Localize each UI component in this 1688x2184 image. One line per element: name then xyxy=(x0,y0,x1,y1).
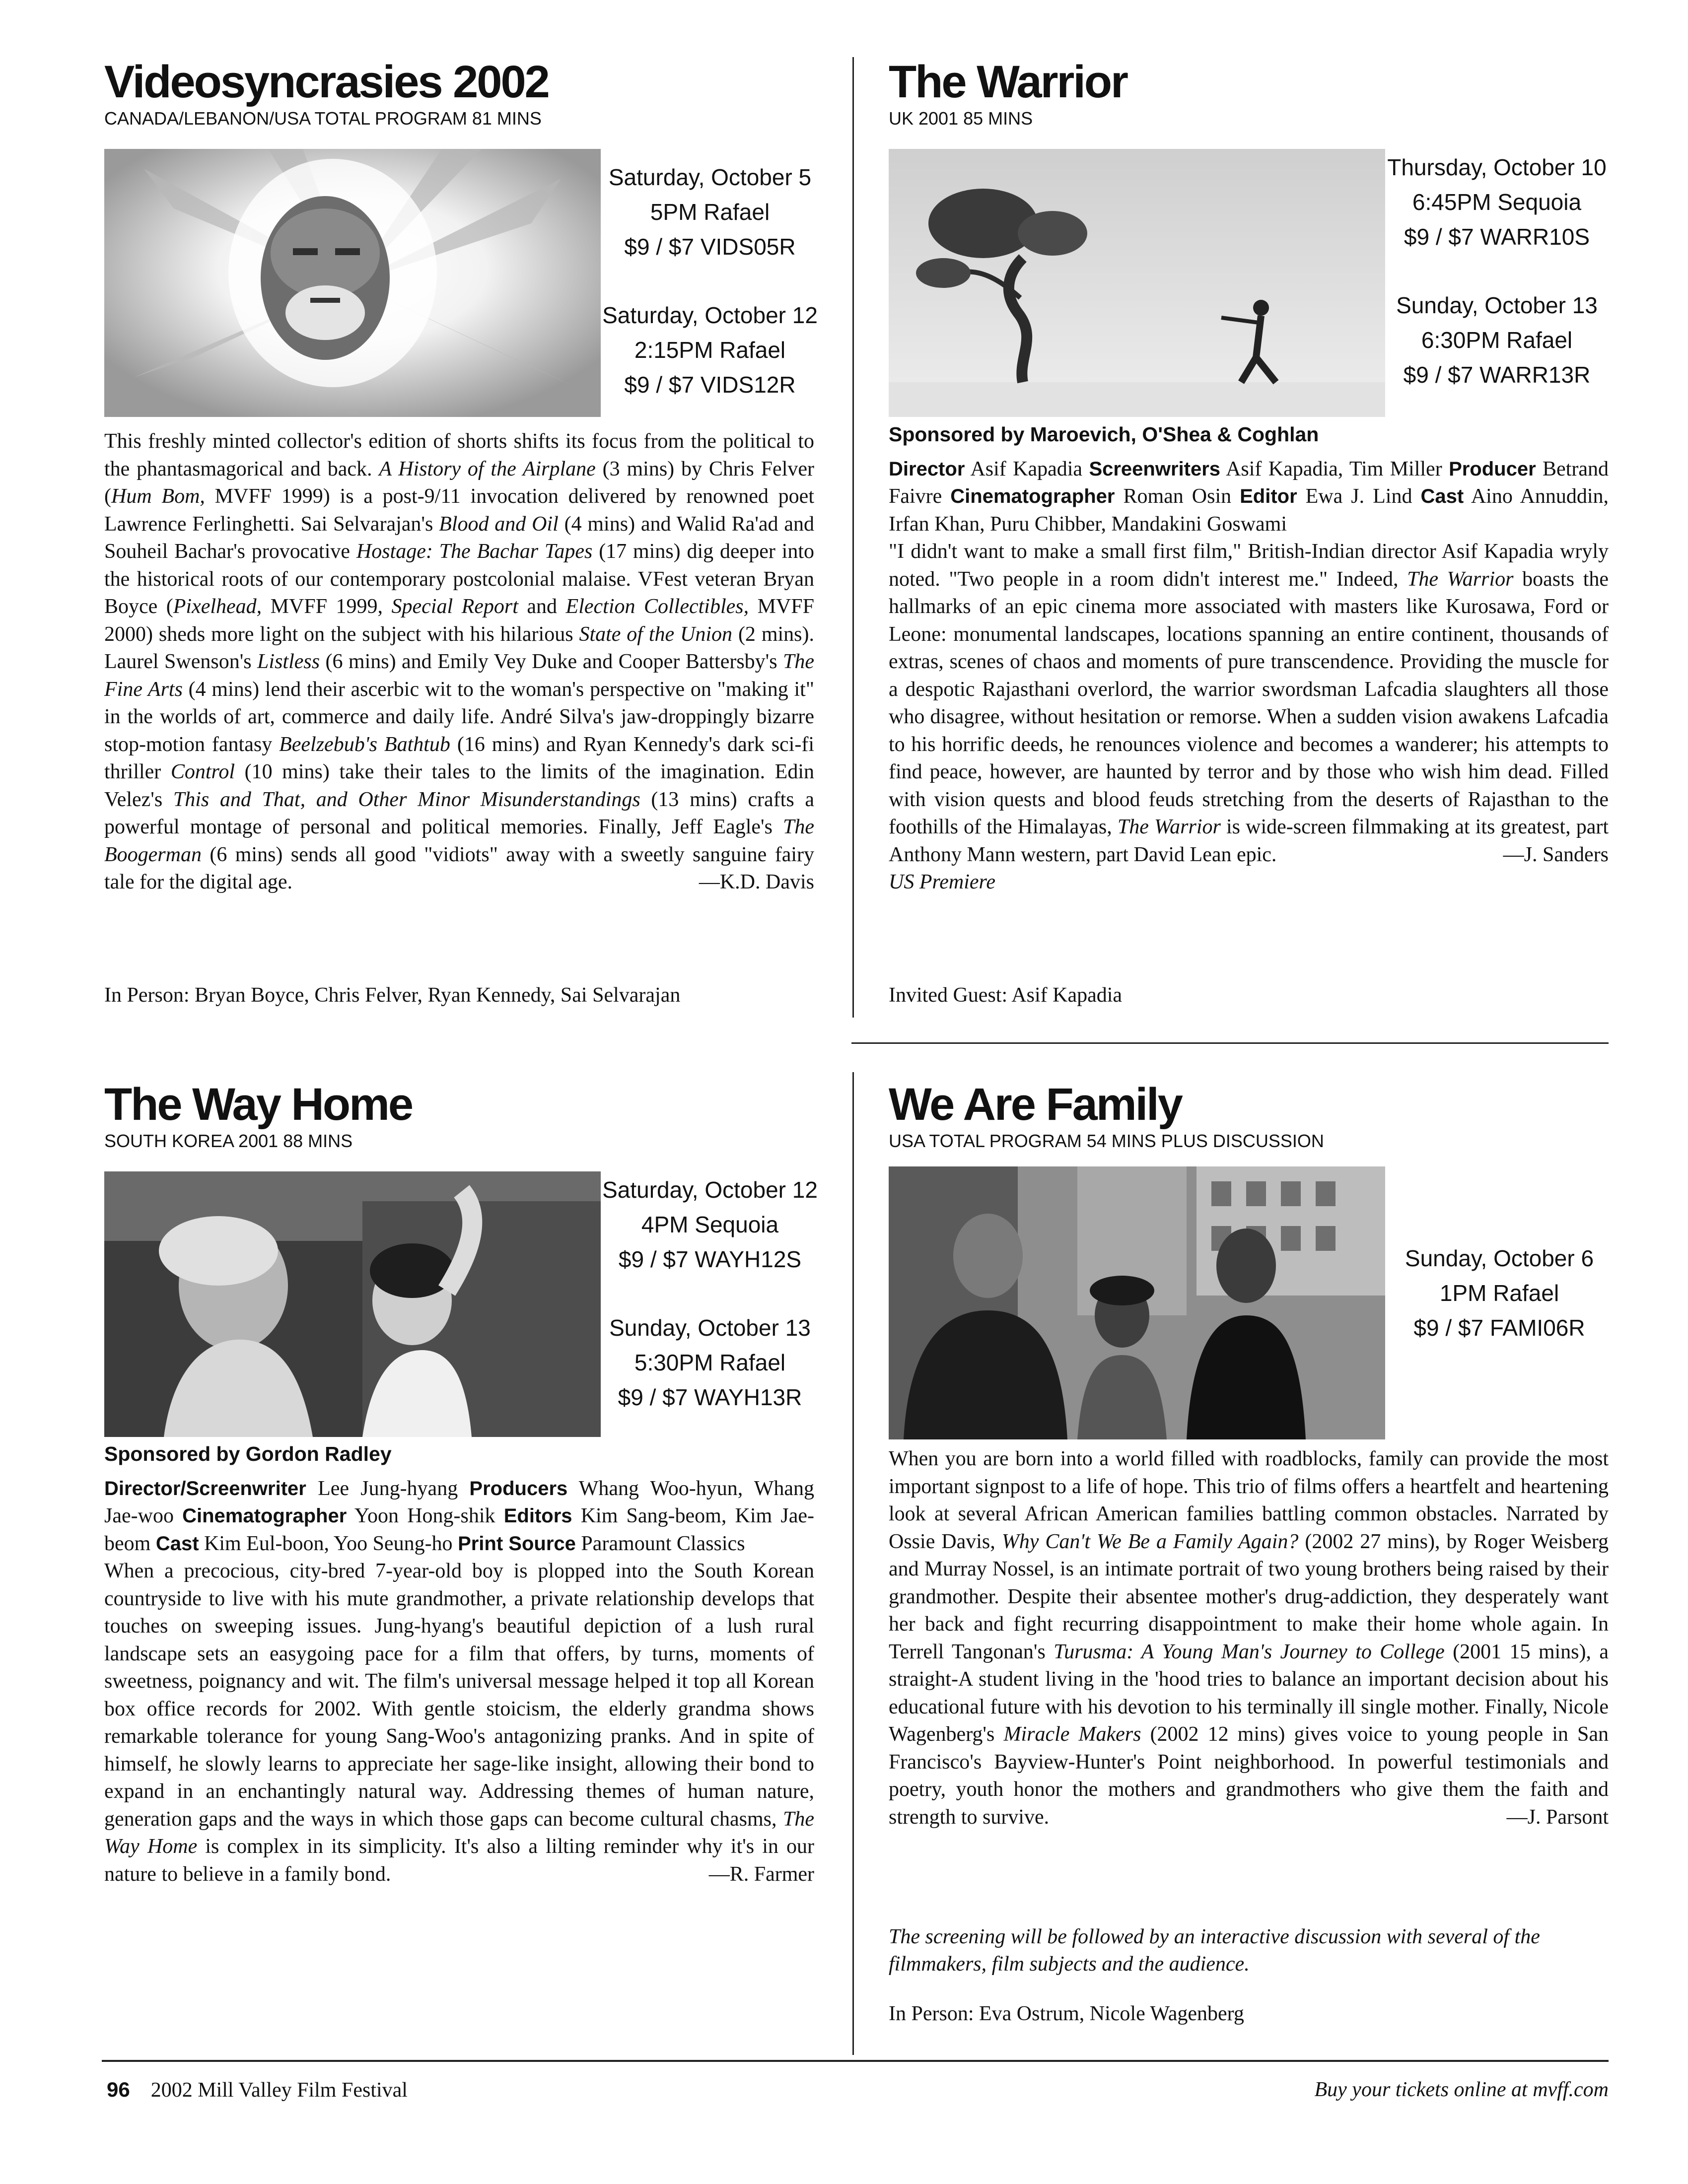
invited-guest: Invited Guest: Asif Kapadia xyxy=(889,984,1123,1007)
film-description: Sponsored by Maroevich, O'Shea & Coghlan Director Asif Kapadia Screenwriters Asif Kapadia, Tim Miller Producer Betrand Faivre Cinematographer Roman Osin Editor Ewa J. Lind Cast Aino Annuddin, Irfan Khan, Puru Chibber, Mandakini Goswami "I didn't want to make a small first film," British-Indian director Asif Kapadia wryly noted. "Two people in a room didn't interest me." Indeed, The Warrior boasts the hallmarks of an epic cinema more associated with masters like Kurosawa, Ford or Leone: monumental landscapes, locations spanning an entire continent, thousands of extras, scenes of chaos and moments of pure transcendence. Providing the muscle for a despotic Rajasthani overlord, the warrior swordsman Lafcadia slaughters all those who disagree, without hesitation or remorse. When a sudden vision awakens Lafcadia to his horrific deeds, he renounces violence and becomes a wanderer; his attempts to find peace, however, are haunted by terror and by those who wish him dead. Filled with vision quests and blood feuds stretching from the deserts of Rajasthan to the foothills of the Himalayas, The Warrior is wide-screen filmmaking at its greatest, part Anthony Mann western, part David Lean epic. —J. Sanders US Premiere xyxy=(889,421,1609,896)
screening-time: 5:30PM Rafael xyxy=(634,1350,786,1375)
film-title: The Way Home xyxy=(104,1079,413,1130)
screening xyxy=(601,160,819,264)
screening-date: Thursday, October 10 xyxy=(1387,154,1607,180)
screening xyxy=(1390,1241,1609,1345)
festival-name: 2002 Mill Valley Film Festival xyxy=(150,2079,408,2102)
screening-price: $9 / $7 FAMI06R xyxy=(1413,1315,1585,1341)
screening-time: 6:45PM Sequoia xyxy=(1412,189,1582,215)
screening xyxy=(601,1172,819,1277)
film-description: When you are born into a world filled with roadblocks, family can provide the most important signpost to a life of hope. This trio of films offers a heartfelt and heartening look at several African American families battling common obstacles. Narrated by Ossie Davis, Why Can't We Be a Family Again? (2002 27 mins), by Roger Weisberg and Murray Nossel, is an intimate portrait of two young brothers being raised by their grandmother. Despite their absentee mother's drug-addiction, they desperately want her back and fight recurring disappointment to make their home whole again. In Terrell Tangonan's Turusma: A Young Man's Journey to College (2001 15 mins), a straight-A student living in the 'hood tries to balance an important decision about his educational future with his devotion to his terminally ill single mother. Finally, Nicole Wagenberg's Miracle Makers (2002 12 mins) gives voice to young people in San Francisco's Bayview-Hunter's Point neighborhood. In powerful testimonials and poetry, youth honor the mothers and grandmothers who give them the faith and strength to survive. —J. Parsont xyxy=(889,1445,1609,1831)
screening-price: $9 / $7 WARR10S xyxy=(1404,224,1590,250)
screening-time: 6:30PM Rafael xyxy=(1421,327,1573,353)
screening-schedule xyxy=(1390,1241,1609,1379)
column-divider xyxy=(852,1072,854,2055)
film-subtitle: CANADA/LEBANON/USA TOTAL PROGRAM 81 MINS xyxy=(104,108,542,129)
screening xyxy=(601,1310,819,1415)
entry-way-home xyxy=(104,1080,814,1152)
in-person-guests: In Person: Eva Ostrum, Nicole Wagenberg xyxy=(889,2002,1244,2025)
sponsor-line: Sponsored by Gordon Radley xyxy=(104,1442,392,1465)
film-credits: Director Asif Kapadia Screenwriters Asif Kapadia, Tim Miller Producer Betrand Faivre Cinematographer Roman Osin Editor Ewa J. Lind Cast Aino Annuddin, Irfan Khan, Puru Chibber, Mandakini Goswami xyxy=(889,457,1609,536)
screening-date: Sunday, October 6 xyxy=(1405,1245,1594,1271)
film-title: We Are Family xyxy=(889,1079,1182,1130)
in-person-guests: In Person: Bryan Boyce, Chris Felver, Ryan Kennedy, Sai Selvarajan xyxy=(104,984,681,1007)
screening-price: $9 / $7 WAYH13R xyxy=(618,1384,802,1410)
screening-schedule xyxy=(1380,150,1614,426)
review-signature: —K.D. Davis xyxy=(699,871,814,893)
review-signature: —J. Parsont xyxy=(1506,1805,1609,1829)
screening-schedule xyxy=(601,160,819,436)
film-subtitle: USA TOTAL PROGRAM 54 MINS PLUS DISCUSSION xyxy=(889,1131,1324,1151)
screening-price: $9 / $7 WARR13R xyxy=(1403,362,1591,388)
film-description: Sponsored by Gordon Radley Director/Screenwriter Lee Jung-hyang Producers Whang Woo-hyun, Whang Jae-woo Cinematographer Yoon Hong-shik Editors Kim Sang-beom, Kim Jae-beom Cast Kim Eul-boon, Yoo Seung-ho Print Source Paramount Classics When a precocious, city-bred 7-year-old boy is plopped into the South Korean countryside to live with his mute grandmother, a private relationship develops that touches on sweeping issues. Jung-hyang's beautiful depiction of a lush rural landscape sets an easygoing pace for a film that offers, by turns, moments of sweetness, poignancy and wit. The film's universal message helped it top all Korean box office records for 2002. With gentle stoicism, the elderly grandma shows remarkable tolerance for young Sang-Woo's antagonizing pranks. And in spite of himself, he slowly learns to appreciate her sage-like insight, allowing their bond to expand in an enchantingly natural way. Addressing themes of human nature, generation gaps and the ways in which those gaps can become cultural chasms, The Way Home is complex in its simplicity. It's also a lilting reminder why it's in our nature to believe in a family bond. —R. Farmer xyxy=(104,1440,814,1888)
page-number: 96 xyxy=(107,2078,130,2101)
footer-rule xyxy=(102,2060,1609,2062)
entry-we-are-family xyxy=(889,1080,1609,1152)
screening-price: $9 / $7 WAYH12S xyxy=(618,1246,802,1272)
entry-warrior xyxy=(889,57,1609,130)
screening xyxy=(1380,288,1614,392)
screening-price: $9 / $7 VIDS12R xyxy=(624,372,796,398)
screening-date: Sunday, October 13 xyxy=(1396,292,1598,318)
screening-time: 5PM Rafael xyxy=(650,199,770,225)
film-description: This freshly minted collector's edition of shorts shifts its focus from the political to the phantasmagorical and back. A History of the Airplane (3 mins) by Chris Felver (Hum Bom, MVFF 1999) is a post-9/11 invocation delivered by renowned poet Lawrence Ferlinghetti. Sai Selvarajan's Blood and Oil (4 mins) and Walid Ra'ad and Souheil Bachar's provocative Hostage: The Bachar Tapes (17 mins) dig deeper into the historical roots of our contemporary postcolonial malaise. VFest veteran Bryan Boyce (Pixelhead, MVFF 1999, Special Report and Election Collectibles, MVFF 2000) sheds more light on the subject with his hilarious State of the Union (2 mins). Laurel Swenson's Listless (6 mins) and Emily Vey Duke and Cooper Battersby's The Fine Arts (4 mins) lend their ascerbic wit to the woman's perspective on "making it" in the worlds of art, commerce and daily life. André Silva's jaw-droppingly bizarre stop-motion fantasy Beelzebub's Bathtub (16 mins) and Ryan Kennedy's dark sci-fi thriller Control (10 mins) take their tales to the limits of the imagination. Edin Velez's This and That, and Other Minor Misunderstandings (13 mins) crafts a powerful montage of personal and political memories. Finally, Jeff Eagle's The Boogerman (6 mins) sends all good "vidiots" away with a sweetly sanguine fairy tale for the digital age. —K.D. Davis xyxy=(104,428,814,896)
film-title: The Warrior xyxy=(889,57,1127,107)
film-credits: Director/Screenwriter Lee Jung-hyang Producers Whang Woo-hyun, Whang Jae-woo Cinematographer Yoon Hong-shik Editors Kim Sang-beom, Kim Jae-beom Cast Kim Eul-boon, Yoo Seung-ho Print Source Paramount Classics xyxy=(104,1477,814,1555)
section-divider xyxy=(851,1042,1609,1044)
screening xyxy=(601,298,819,402)
premiere-note: US Premiere xyxy=(889,871,995,893)
entry-videosyncrasies xyxy=(104,57,814,130)
screening-date: Sunday, October 13 xyxy=(609,1315,811,1341)
film-still-warrior xyxy=(889,149,1385,417)
screening-price: $9 / $7 VIDS05R xyxy=(624,234,796,260)
screening-date: Saturday, October 12 xyxy=(602,302,818,328)
screening-schedule xyxy=(601,1172,819,1448)
screening-time: 2:15PM Rafael xyxy=(634,337,786,363)
sponsor-line: Sponsored by Maroevich, O'Shea & Coghlan xyxy=(889,423,1319,446)
discussion-note: The screening will be followed by an interactive discussion with several of the filmmakers, film subjects and the audience. xyxy=(889,1925,1540,1976)
footer-left xyxy=(107,2077,408,2103)
screening-time: 4PM Sequoia xyxy=(641,1212,779,1237)
film-title: Videosyncrasies 2002 xyxy=(104,57,549,107)
ticket-link[interactable]: Buy your tickets online at mvff.com xyxy=(1314,2078,1609,2101)
review-signature: —J. Sanders xyxy=(1503,843,1609,866)
review-signature: —R. Farmer xyxy=(708,1862,814,1886)
column-divider xyxy=(852,57,854,1018)
film-still-way-home xyxy=(104,1171,601,1437)
screening-time: 1PM Rafael xyxy=(1439,1280,1559,1306)
screening-date: Saturday, October 12 xyxy=(602,1177,818,1203)
film-subtitle: UK 2001 85 MINS xyxy=(889,108,1033,129)
film-still-videosyncrasies xyxy=(104,149,601,417)
screening-date: Saturday, October 5 xyxy=(608,164,812,190)
screening xyxy=(1380,150,1614,254)
film-still-we-are-family xyxy=(889,1166,1385,1439)
film-subtitle: SOUTH KOREA 2001 88 MINS xyxy=(104,1131,353,1151)
